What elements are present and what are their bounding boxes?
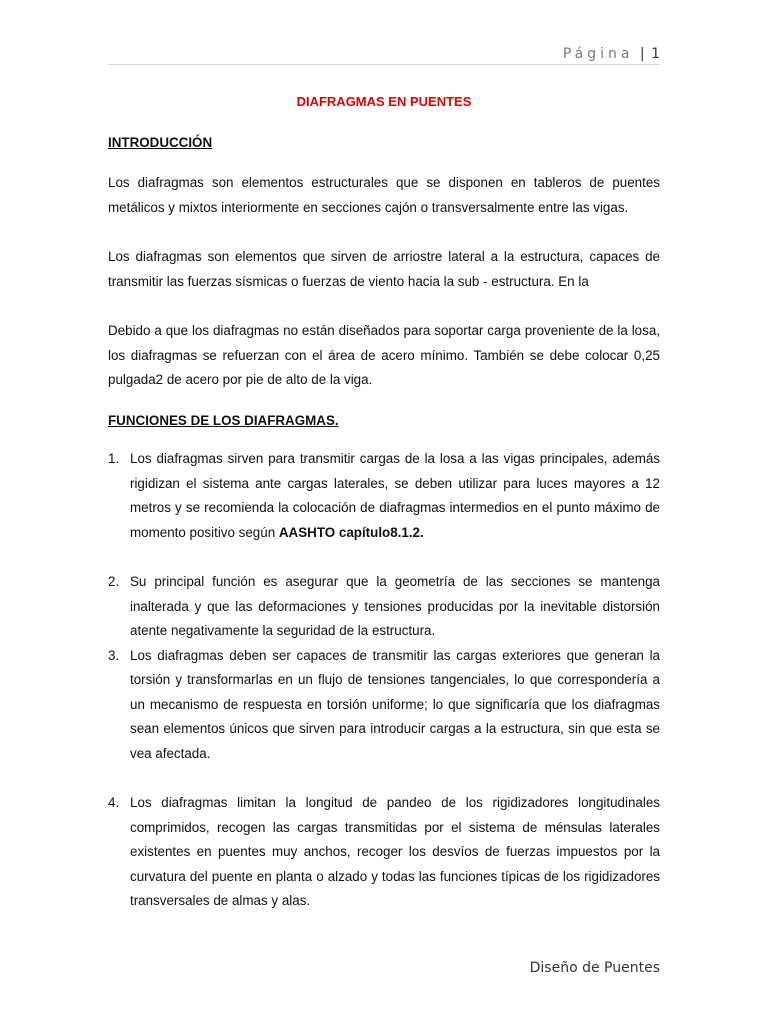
- page-separator: |: [639, 46, 645, 62]
- list-item: [108, 791, 660, 914]
- list-text: Los diafragmas deben ser capaces de transmitir las cargas exteriores que generan la torsión y transformarlas en un flujo de tensiones tangenciales, lo que correspondería a un mecanismo de respuesta en torsión uniforme; lo que significaría que los diafragmas sean elementos únicos que sirven para introducir cargas a la estructura, sin que esta se vea afectada.: [130, 647, 660, 761]
- list-item: [108, 447, 660, 545]
- list-number: 2.: [108, 574, 120, 589]
- page-label: Página: [562, 46, 634, 62]
- document-body: [108, 90, 660, 914]
- intro-heading: INTRODUCCIÓN: [108, 134, 213, 150]
- page-footer: Diseño de Puentes: [529, 960, 660, 976]
- page-number: 1: [651, 46, 660, 62]
- list-number: 3.: [108, 647, 120, 663]
- list-item: [108, 570, 660, 644]
- list-number: 1.: [108, 451, 120, 466]
- list-text: Los diafragmas limitan la longitud de pandeo de los rigidizadores longitudinales comprimidos, recogen las cargas transmitidas por el sistema de ménsulas laterales existentes en puentes muy anchos, recoger los desvíos de fuerzas impuestos por la curvatura del puente en planta o alzado y todas las funciones típicas de los rigidizadores transversales de almas y alas.: [130, 795, 660, 908]
- intro-paragraph: Los diafragmas son elementos estructurales que se disponen en tableros de puentes metálicos y mixtos interiormente en secciones cajón o transversalmente entre las vigas.: [108, 175, 660, 215]
- functions-heading: FUNCIONES DE LOS DIAFRAGMAS.: [108, 412, 339, 428]
- list-text: Su principal función es asegurar que la geometría de las secciones se mantenga inalterada y que las deformaciones y tensiones producidas por la inevitable distorsión atente negativamente la seguridad de la estructura.: [130, 574, 660, 638]
- page-header: [563, 46, 660, 62]
- list-text: Los diafragmas sirven para transmitir cargas de la losa a las vigas principales, además rigidizan el sistema ante cargas laterales, se deben utilizar para luces mayores a 12 metros y se recomienda la colocación de diafragmas intermedios en el punto máximo de momento positivo según: [130, 451, 660, 540]
- intro-paragraph: Debido a que los diafragmas no están diseñados para soportar carga proveniente de la losa, los diafragmas se refuerzan con el área de acero mínimo. También se debe colocar 0,25 pulgada2 de acero por pie de alto de la viga.: [108, 323, 660, 387]
- functions-list: [108, 447, 660, 914]
- intro-paragraph: Los diafragmas son elementos que sirven de arriostre lateral a la estructura, capaces de transmitir las fuerzas sísmicas o fuerzas de viento hacia la sub - estructura. En la: [108, 249, 660, 289]
- aashto-reference: AASHTO capítulo8.1.2.: [278, 524, 424, 540]
- list-number: 4.: [108, 795, 120, 810]
- header-rule: [108, 64, 660, 65]
- list-item: [108, 644, 660, 767]
- document-title: DIAFRAGMAS EN PUENTES: [296, 94, 472, 109]
